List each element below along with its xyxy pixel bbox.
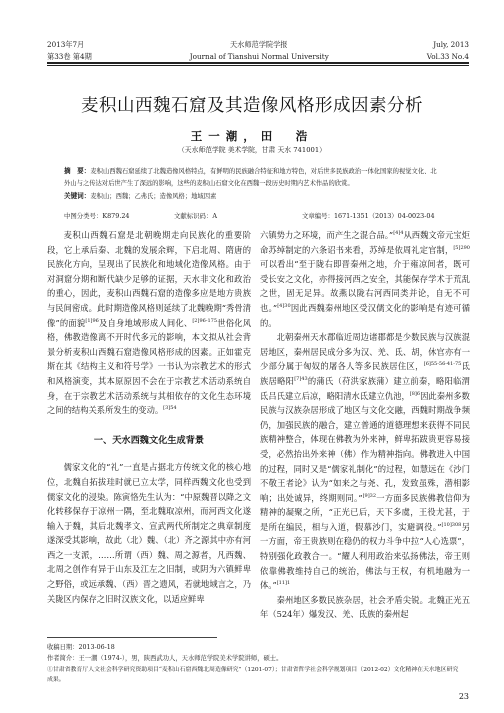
header-date: 2013年7月 bbox=[47, 40, 85, 49]
paragraph-text: 秦州地区多数民族杂居，社会矛盾尖锐。北魏正光五年（524年）爆发汉、羌、氐族的秦州起 bbox=[260, 594, 470, 620]
page-number: 23 bbox=[458, 692, 469, 701]
article-number: 文章编号：1671-1351（2013）04-0023-04 bbox=[302, 212, 435, 220]
paragraph-text: 因此秦州多数民族与汉族杂居形成了地区与文化交融，西魏时期战争频仍，加强民族的融合，建立普通的道德理想来获得不同民族精神整合，体现在佛教为外来神，鲜卑拓跋贵更容易接受，必然抬出外来神（佛）作为精神指向。佛教进入中国的过程，同时又是“儒家礼制化”的过程，如慧远在《沙门不敬王者论》认为“如来之与尧、孔，发致虽殊，潜相影响；出处诚异，终期则同。” bbox=[260, 390, 470, 503]
paragraph-text: 氐族居略阳 bbox=[260, 361, 470, 386]
citation-ref: [4]4 bbox=[393, 230, 404, 237]
paragraph-text: 及自身地域形成人间化、 bbox=[98, 317, 193, 328]
running-header-top bbox=[47, 40, 469, 50]
header-volume-en: Vol.33 No.4 bbox=[426, 52, 469, 61]
citation-ref: [5]290 bbox=[453, 244, 470, 251]
paragraph-text: 因此西魏秦州地区受汉儒文化的影响是有迹可循的。 bbox=[260, 302, 470, 328]
paragraph bbox=[47, 228, 251, 418]
citation-ref: [1]96 bbox=[85, 317, 99, 324]
author-affiliation: （天水师范学院 美术学院，甘肃 天水 741001） bbox=[178, 146, 326, 154]
paragraph-text: 北朝秦州天水郡临近周边诸郡都是少数民族与汉族混居地区，秦州居民成分多为汉、羌、氐、胡，休官亦有一少部分属于匈奴的屠各人等多民族居住区， bbox=[260, 332, 470, 372]
paragraph-text: 另一方面，帝王贵族则在稳仍的权力斗争中拉“人心选票”，特别强化政教合一。“耀人利用政治来弘扬佛法，帝王则依靠佛教维持自己的统治，佛法与王权，有机地融为一体。” bbox=[260, 521, 470, 591]
paragraph bbox=[260, 228, 470, 330]
paragraph-text: 一方面多民族佛教信仰为精神的凝聚之所，“正光已后，天下多虞，王役尤甚，于是所在编民，相与入道，假慕沙门，实避调役。” bbox=[260, 492, 470, 532]
citation-ref: [7]43 bbox=[294, 376, 308, 383]
abstract-block bbox=[64, 165, 440, 203]
section-heading: 一、天水西魏文化生成背景 bbox=[93, 434, 205, 446]
running-header-bottom bbox=[47, 52, 469, 62]
paragraph-text: 从西魏文帝元宝炬命苏绰制定的六条诏书来看，苏绰是依周礼定官制， bbox=[260, 230, 470, 255]
classification-line bbox=[64, 211, 464, 220]
header-volume-cn: 第33卷 第4期 bbox=[47, 52, 92, 61]
paragraph-text: 儒家文化的“礼”一直是占据北方传统文化的核心地位，北魏自拓拔珪时就已立太学，同样西魏文化也受到儒家文化的浸染。陈寅恪先生认为：“中原魏晋以降之文化转移保存于凉州一隅，至北魏取凉州，而河西文化遂输入于魏，其后北魏孝文、宣武两代所制定之典章制度遂深受其影响，故此（北）魏、（北）齐之源其中亦有河西之一支派，……所谓（西）魏、周之源者，凡西魏、北周之创作有异于山东及江左之旧制，或阴为六镇鲜卑之野俗，或远承魏、（西）晋之遗风，若就地域言之，乃关陇区内保存之旧时汉族文化，以适应鲜卑 bbox=[47, 462, 251, 604]
citation-ref: [9]32 bbox=[362, 492, 377, 499]
clc-number: 中图分类号：K879.24 bbox=[64, 212, 130, 220]
header-rule bbox=[47, 62, 469, 64]
citation-ref: [3]54 bbox=[163, 405, 177, 412]
body-column-right bbox=[260, 228, 470, 622]
keywords-label: 关键词： bbox=[64, 192, 91, 200]
paragraph bbox=[260, 593, 470, 622]
keywords bbox=[64, 190, 440, 203]
body-column-left bbox=[47, 228, 251, 606]
paragraph-text: 的蒲氏（苻洪家族蒲）建立前秦，略阳临渭氐吕氏建立后凉，略阳清水氐建立仇池， bbox=[260, 375, 470, 401]
citation-ref: [4]30 bbox=[277, 303, 291, 310]
paragraph-text: 世俗化风格，佛教造像离不开时代多元的影响，本文拟从社会背景分析麦积山西魏石窟造像风格形成的因素。正如霍克斯在其《结构主义和符号学》一书认为宗教艺术的形式和风格演变，其本原原因不会在于宗教艺术活动系统自身，在于宗教艺术活动系统与其相依存的文化生态环境之间的结构关系所发生的变动。 bbox=[47, 317, 251, 416]
header-rule-thin bbox=[47, 65, 469, 66]
header-journal-en: Journal of Tianshui Normal University bbox=[189, 52, 329, 61]
paragraph-text: 麦积山西魏石窟是北朝晚期走向民族化的重要阶段，它上承后秦、北魏的发展余辉，下启北周、隋唐的民族化方向，呈现出了民族化和地域化造像风格。由于对洞窟分期和断代缺少足够的证据，天水非文化和政治的重心，因此，麦积山西魏石窟的造像多应是地方贵族与民间密成。此时期造像风格则延续了北魏晚期“秀骨清像”的面貌 bbox=[47, 230, 251, 328]
paragraph bbox=[47, 460, 251, 606]
citation-ref: [10]308 bbox=[441, 522, 462, 529]
citation-ref: [2]96-175 bbox=[192, 317, 218, 324]
document-code: 文献标识码：A bbox=[174, 212, 217, 220]
abstract bbox=[64, 165, 440, 190]
citation-ref: [11]1 bbox=[276, 580, 291, 587]
article-authors: 王一潮，田 浩 bbox=[190, 129, 314, 143]
paragraph bbox=[260, 330, 470, 593]
abstract-text: 麦积山西魏石窟延续了北魏造像风格特点，有鲜明的民族融合特征和地方特色，对后世多民族政治一体化国家的视觉文化、北外山与之传达对后世产生了深远的影响，这些的麦积山石窟文化在西魏一段历史时期内艺术作品的欣赏。 bbox=[64, 168, 437, 187]
abstract-label: 摘 要： bbox=[64, 167, 91, 175]
citation-ref: [6]55-56-41-75 bbox=[423, 361, 462, 368]
header-journal-cn: 天水师范学院学报 bbox=[229, 40, 288, 49]
citation-ref: [8]6 bbox=[409, 390, 421, 397]
paragraph-text: 可以看出“至于陇右即晋秦州之地，介于雍凉间者，既可受长安之文化，亦得接河西之安全，其能保存学术于荒乱之世，固无足异。故燕以陇右河西同类并论，自无不可也。” bbox=[260, 259, 470, 313]
header-month-en: July, 2013 bbox=[433, 40, 469, 49]
funding-note: ①甘肃省教育厅人文社会科学研究资助项目“麦积山石窟西魏北周造像研究”（1201-07）；甘肃省哲学社会科学规划项目（2012-02）文化精神在天水地区研究成果。 bbox=[47, 667, 459, 683]
footnote-rule bbox=[47, 637, 217, 638]
paragraph-text: 六镇势力之环境，而产生之混合品。” bbox=[260, 230, 394, 240]
article-title: 麦积山西魏石窟及其造像风格形成因素分析 bbox=[81, 96, 423, 116]
keywords-text: 麦积山；西魏；乙弗氏；造像风格；地域因素 bbox=[90, 193, 217, 200]
received-date: 收稿日期：2013-06-18 bbox=[47, 644, 115, 651]
author-bio: 作者简介：王一潮（1974-），男，陕西武功人，天水师范学院美术学院讲师，硕士。 bbox=[47, 655, 283, 662]
